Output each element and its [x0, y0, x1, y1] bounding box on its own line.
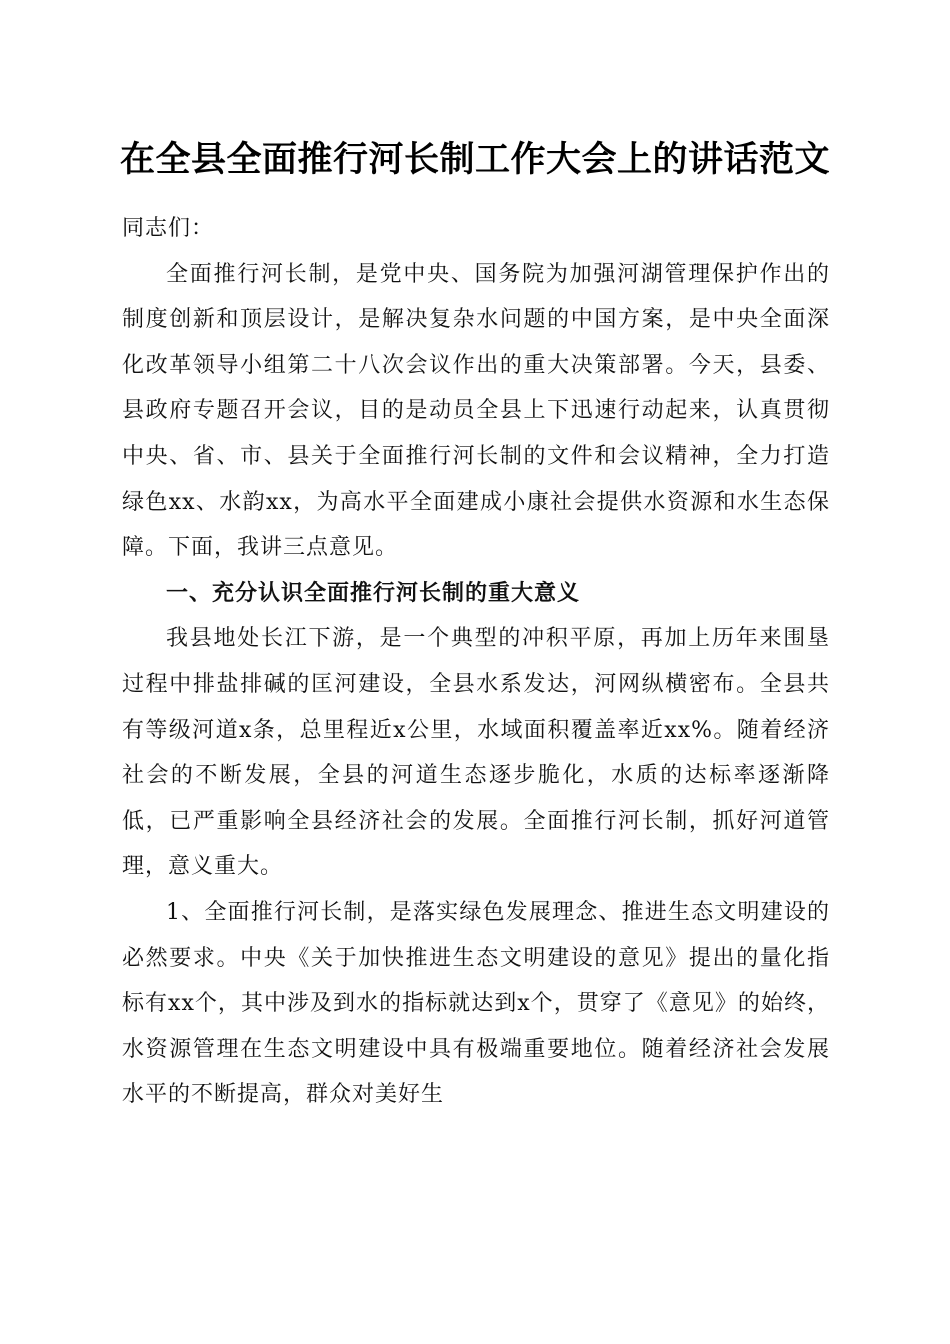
salutation: 同志们：: [122, 216, 215, 241]
paragraph-intro: 全面推行河长制，是党中央、国务院为加强河湖管理保护作出的制度创新和顶层设计，是解决复杂水问题的中国方案，是中央全面深化改革领导小组第二十八次会议作出的重大决策部署。今天，县委、县政府专题召开会议，目的是动员全县上下迅速行动起来，认真贯彻中央、省、市、县关于全面推行河长制的文件和会议精神，全力打造绿色xx、水韵xx，为高水平全面建成小康社会提供水资源和水生态保障。下面，我讲三点意见。: [122, 261, 830, 561]
paragraph-section-2: 1、全面推行河长制，是落实绿色发展理念、推进生态文明建设的必然要求。中央《关于加快推进生态文明建设的意见》提出的量化指标有xx个，其中涉及到水的指标就达到x个，贯穿了《意见》的始终，水资源管理在生态文明建设中具有极端重要地位。随着经济社会发展水平的不断提高，群众对美好生: [122, 899, 830, 1108]
document-title: 在全县全面推行河长制工作大会上的讲话范文: [119, 139, 830, 180]
paragraph-section-1: 我县地处长江下游，是一个典型的冲积平原，再加上历年来围垦过程中排盐排碱的匡河建设，全县水系发达，河网纵横密布。全县共有等级河道x条，总里程近x公里，水域面积覆盖率近xx%。随着经济社会的不断发展，全县的河道生态逐步脆化，水质的达标率逐渐降低，已严重影响全县经济社会的发展。全面推行河长制，抓好河道管理，意义重大。: [122, 626, 830, 880]
document-body: [122, 206, 830, 1118]
section-heading: 一、充分认识全面推行河长制的重大意义: [166, 580, 581, 606]
